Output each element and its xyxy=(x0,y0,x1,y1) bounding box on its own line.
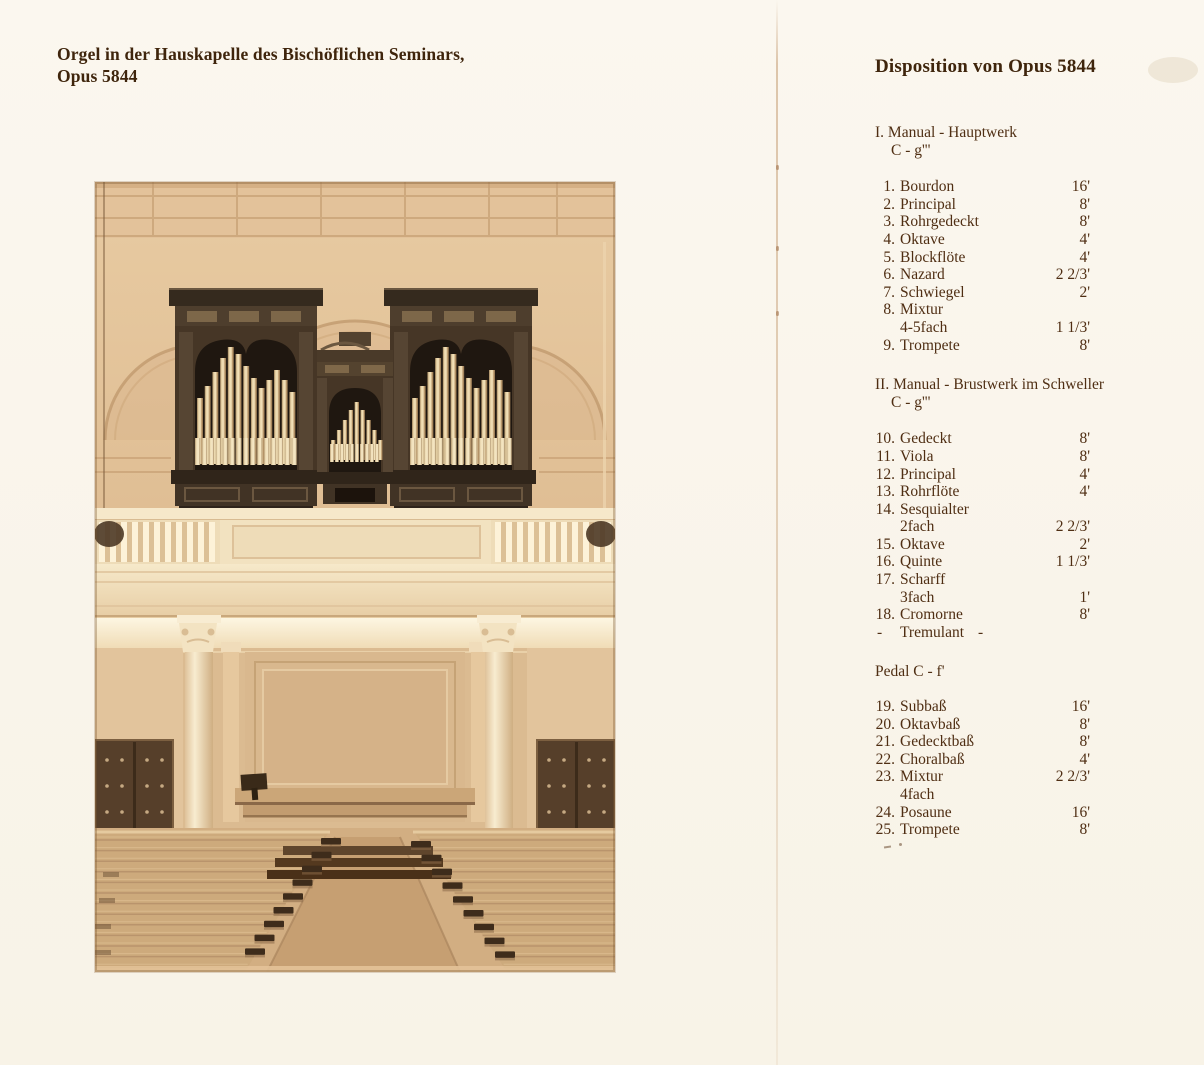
stop-pitch: 4' xyxy=(1079,483,1090,501)
stop-name: Tremulant xyxy=(900,623,965,641)
stop-name: 3fach xyxy=(900,588,935,606)
stop-pitch: 2 2/3' xyxy=(1055,266,1090,284)
door-left xyxy=(95,740,173,832)
stop-row xyxy=(870,501,1090,519)
stop-pitch: 8' xyxy=(1079,606,1090,624)
stop-row xyxy=(870,768,1090,786)
stop-row xyxy=(870,483,1090,501)
section-range: C - g''' xyxy=(891,393,931,411)
gutter-dot xyxy=(776,311,779,316)
stop-row xyxy=(870,518,1090,536)
section-pedal xyxy=(870,659,1090,838)
stop-number: 24. xyxy=(875,803,895,821)
stop-row xyxy=(870,589,1090,607)
stop-name: Blockflöte xyxy=(900,248,966,266)
stop-pitch: 1 1/3' xyxy=(1055,553,1090,571)
stop-row xyxy=(870,821,1090,839)
stop-row xyxy=(870,466,1090,484)
stop-name: Posaune xyxy=(900,803,952,821)
stop-row xyxy=(870,553,1090,571)
stop-number: 19. xyxy=(875,698,895,716)
stop-pitch: 16' xyxy=(1071,178,1090,196)
stop-name: Gedeckt xyxy=(900,430,952,448)
stop-list xyxy=(870,698,1090,839)
stop-pitch: 8' xyxy=(1079,336,1090,354)
stop-pitch: 8' xyxy=(1079,430,1090,448)
stop-number: 1. xyxy=(883,178,895,196)
stop-number: 12. xyxy=(875,465,895,483)
stop-pitch: 8' xyxy=(1079,447,1090,465)
stop-pitch: 8' xyxy=(1079,733,1090,751)
stop-number: 20. xyxy=(875,715,895,733)
stop-name: Choralbaß xyxy=(900,750,965,768)
stop-name: 4fach xyxy=(900,786,935,803)
stop-row xyxy=(870,733,1090,751)
stop-number: 25. xyxy=(875,821,895,839)
stop-number: 13. xyxy=(875,483,895,501)
scan-mark xyxy=(899,843,902,846)
stop-pitch: 2' xyxy=(1079,535,1090,553)
platform-steps xyxy=(235,788,475,818)
stop-row xyxy=(870,319,1090,337)
gallery-parapet xyxy=(95,508,615,618)
stop-name: Mixtur xyxy=(900,301,944,319)
gutter-dot xyxy=(776,246,779,251)
stop-name: Principal xyxy=(900,465,956,483)
stop-name: Schwiegel xyxy=(900,283,965,301)
stop-name: Oktavbaß xyxy=(900,715,961,733)
organ-right-tower xyxy=(384,288,538,512)
stop-name: 4-5fach xyxy=(900,318,948,336)
stop-pitch: 2' xyxy=(1079,283,1090,301)
door-right xyxy=(537,740,615,832)
page-gutter-line xyxy=(776,0,778,1065)
stop-row xyxy=(870,178,1090,196)
organ-photo xyxy=(95,182,615,972)
stop-row xyxy=(870,284,1090,302)
stop-row xyxy=(870,231,1090,249)
organ-left-tower xyxy=(169,288,323,512)
section-manual-1 xyxy=(870,120,1090,354)
stop-pitch: 8' xyxy=(1079,821,1090,839)
stop-number: 15. xyxy=(875,535,895,553)
stop-name: Bourdon xyxy=(900,178,955,196)
stop-name: Trompete xyxy=(900,821,960,839)
stop-row xyxy=(870,624,1090,642)
stop-number: 9. xyxy=(883,336,895,354)
stop-pitch: 4' xyxy=(1079,750,1090,768)
stop-row xyxy=(870,301,1090,319)
stop-pitch: 4' xyxy=(1079,230,1090,248)
stop-name: Gedecktbaß xyxy=(900,733,975,751)
stop-number: 16. xyxy=(875,553,895,571)
stop-name: 2fach xyxy=(900,518,935,536)
stop-list xyxy=(870,178,1090,354)
stop-number: 21. xyxy=(875,733,895,751)
disposition-sections xyxy=(870,120,1104,857)
stop-pitch: 8' xyxy=(1079,715,1090,733)
stop-name: Rohrgedeckt xyxy=(900,213,979,231)
stop-pitch: 16' xyxy=(1071,803,1090,821)
stop-name: Nazard xyxy=(900,266,945,284)
stop-name: Rohrflöte xyxy=(900,483,960,501)
stop-name: Sesquialter xyxy=(900,500,969,518)
stop-number: 2. xyxy=(883,195,895,213)
stop-number: 22. xyxy=(875,750,895,768)
stop-row xyxy=(870,448,1090,466)
stop-row xyxy=(870,571,1090,589)
stop-name: Viola xyxy=(900,447,934,465)
stop-name: Mixtur xyxy=(900,768,944,786)
left-page-title xyxy=(57,44,677,87)
stop-pitch: 4' xyxy=(1079,248,1090,266)
stop-pitch: 8' xyxy=(1079,195,1090,213)
stop-row xyxy=(870,716,1090,734)
section-heading: II. Manual - Brustwerk im Schweller xyxy=(875,376,1104,394)
stop-number: 11. xyxy=(876,447,895,465)
stop-number: 10. xyxy=(875,430,895,448)
stop-row xyxy=(870,249,1090,267)
stop-number: 7. xyxy=(883,283,895,301)
section-heading: Pedal C - f' xyxy=(875,663,945,681)
stop-pitch: 4' xyxy=(1079,465,1090,483)
stop-name: Scharff xyxy=(900,571,946,589)
stop-number: 6. xyxy=(883,266,895,284)
stop-number: 3. xyxy=(883,213,895,231)
stop-row xyxy=(870,698,1090,716)
stop-name: Oktave xyxy=(900,230,945,248)
stop-pitch: 8' xyxy=(1079,213,1090,231)
section-manual-2 xyxy=(870,372,1104,641)
stop-row xyxy=(870,804,1090,822)
organ-center-flat xyxy=(317,332,393,504)
right-page-title: Disposition von Opus 5844 xyxy=(875,56,1096,77)
stop-row xyxy=(870,786,1090,804)
wall-sconce-right xyxy=(586,521,615,547)
section-range: C - g''' xyxy=(891,141,931,159)
stop-pitch: 1 1/3' xyxy=(1055,318,1090,336)
stop-name: Principal xyxy=(900,195,956,213)
stop-name: Oktave xyxy=(900,535,945,553)
stop-number: 17. xyxy=(875,571,895,589)
pews-and-aisle xyxy=(95,828,615,972)
stop-row xyxy=(870,430,1090,448)
organ-photo-illustration xyxy=(95,182,615,972)
wall-sconce-left xyxy=(95,521,124,547)
stop-number: 18. xyxy=(875,606,895,624)
stop-row xyxy=(870,751,1090,769)
stop-pitch: 2 2/3' xyxy=(1055,768,1090,786)
stop-name: Trompete xyxy=(900,336,960,354)
section-heading: I. Manual - Hauptwerk xyxy=(875,124,1018,141)
stop-suffix: - xyxy=(978,623,984,641)
gallery-soffit xyxy=(95,618,615,648)
scan-smudge xyxy=(1148,57,1198,83)
gutter-dot xyxy=(776,165,779,170)
stop-row xyxy=(870,536,1090,554)
stop-row xyxy=(870,606,1090,624)
stop-number: 23. xyxy=(875,768,895,786)
stop-row xyxy=(870,213,1090,231)
organ-pipes-front xyxy=(195,438,297,465)
ceiling-coffers xyxy=(95,182,615,238)
stop-row xyxy=(870,337,1090,355)
stop-number: 5. xyxy=(883,248,895,266)
stop-pitch: 1' xyxy=(1079,588,1090,606)
stop-number: - xyxy=(877,623,883,641)
stop-pitch: 16' xyxy=(1071,698,1090,716)
left-page-title-line2: Opus 5844 xyxy=(57,65,138,86)
stop-name: Cromorne xyxy=(900,606,963,624)
stop-list xyxy=(870,430,1090,641)
stop-row xyxy=(870,196,1090,214)
stop-row xyxy=(870,266,1090,284)
stop-number: 4. xyxy=(883,230,895,248)
stop-pitch: 2 2/3' xyxy=(1055,518,1090,536)
stop-number: 8. xyxy=(883,301,895,319)
left-page-title-line1: Orgel in der Hauskapelle des Bischöflichen Seminars, xyxy=(57,44,465,64)
stop-name: Subbaß xyxy=(900,698,947,716)
stop-name: Quinte xyxy=(900,553,943,571)
stop-number: 14. xyxy=(875,500,895,518)
